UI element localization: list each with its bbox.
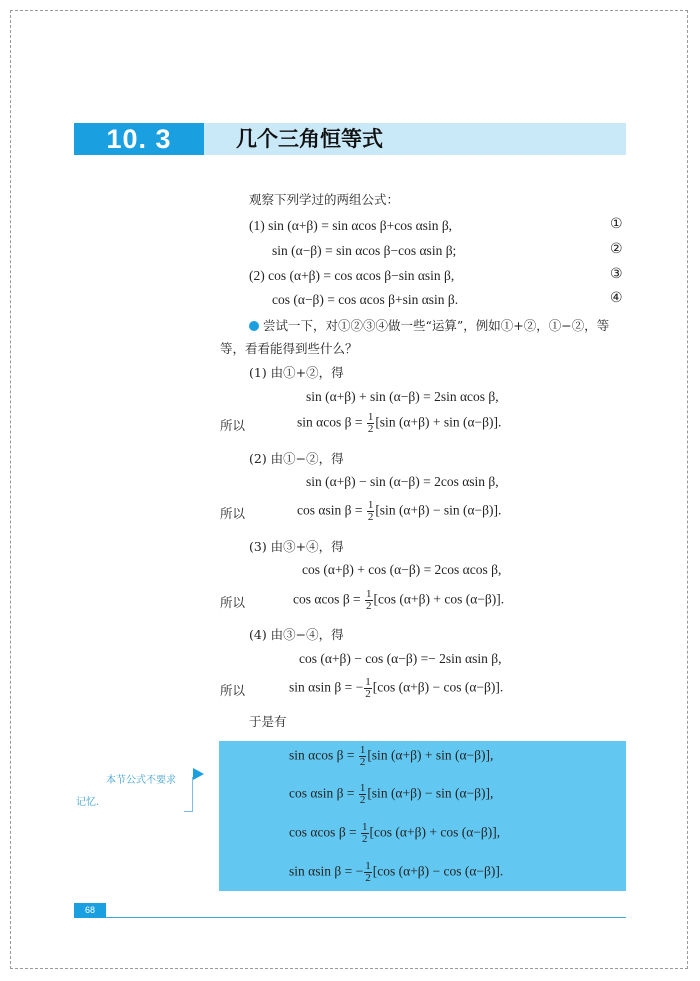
note-bracket — [192, 777, 193, 812]
fraction: $\frac{1}{2}$ — [366, 588, 372, 612]
step-3-derived: cos (α+β) + cos (α−β) = 2cos αcos β, — [302, 562, 502, 577]
formula-tag-4: ④ — [610, 290, 623, 306]
section-title: 几个三角恒等式 — [236, 127, 383, 151]
step-3-result: cos αcos β = $\frac{1}{2}$ [cos (α+β) + cos (α−β)]. — [293, 588, 505, 612]
prompt-line-2: 等，看看能得到些什么？ — [220, 341, 358, 356]
footer-rule — [106, 917, 626, 918]
step-2-result: cos αsin β = $\frac{1}{2}$ [sin (α+β) − sin (α−β)]. — [297, 499, 502, 523]
fraction: $\frac{1}{2}$ — [367, 499, 374, 523]
section-header — [74, 123, 626, 155]
formula-1: (1) sin (α+β) = sin αcos β+cos αsin β, — [249, 218, 453, 233]
fraction: $\frac{1}{2}$ — [365, 676, 371, 700]
summary-formula-3: cos αcos β = $\frac{1}{2}$ [cos (α+β) + cos (α−β)], — [289, 821, 501, 845]
step-2-heading: (2) 由①−②，得 — [249, 451, 344, 466]
bullet-dot-icon — [249, 321, 259, 331]
margin-note: 本节公式不要求 记忆. — [76, 775, 176, 808]
summary-formula-2: cos αsin β = $\frac{1}{2}$ [sin (α+β) − sin (α−β)], — [289, 782, 494, 806]
step-4-derived: cos (α+β) − cos (α−β) =− 2sin αsin β, — [299, 651, 502, 666]
intro-text: 观察下列学过的两组公式： — [249, 192, 400, 207]
step-3-so: 所以 — [220, 595, 246, 610]
step-4-result: sin αsin β = − $\frac{1}{2}$ [cos (α+β) − cos (α−β)]. — [289, 676, 504, 700]
formula-2: sin (α−β) = sin αcos β−cos αsin β; — [272, 243, 457, 258]
formula-tag-2: ② — [610, 241, 623, 257]
prompt-line-1: 尝试一下，对①②③④做一些“运算”，例如①+②，①−②，等 — [249, 317, 609, 335]
step-1-result: sin αcos β = $\frac{1}{2}$ [sin (α+β) + sin (α−β)]. — [297, 411, 502, 435]
fraction: $\frac{1}{2}$ — [359, 744, 366, 768]
step-1-derived: sin (α+β) + sin (α−β) = 2sin αcos β, — [306, 389, 499, 404]
page-number: 68 — [74, 903, 106, 918]
conclusion-text: 于是有 — [249, 714, 287, 729]
formula-3: (2) cos (α+β) = cos αcos β−sin αsin β, — [249, 268, 455, 283]
fraction: $\frac{1}{2}$ — [367, 411, 374, 435]
step-4-so: 所以 — [220, 683, 246, 698]
fraction: $\frac{1}{2}$ — [365, 860, 371, 884]
note-bracket-foot — [184, 811, 193, 812]
formula-tag-3: ③ — [610, 266, 623, 282]
step-1-so: 所以 — [220, 418, 246, 433]
flag-icon — [193, 768, 204, 780]
step-2-so: 所以 — [220, 506, 246, 521]
fraction: $\frac{1}{2}$ — [359, 782, 366, 806]
step-1-heading: (1) 由①+②，得 — [249, 365, 344, 380]
fraction: $\frac{1}{2}$ — [362, 821, 368, 845]
formula-tag-1: ① — [610, 216, 623, 232]
step-4-heading: (4) 由③−④，得 — [249, 627, 344, 642]
step-3-heading: (3) 由③+④，得 — [249, 539, 344, 554]
formula-4: cos (α−β) = cos αcos β+sin αsin β. — [272, 292, 459, 307]
summary-formula-1: sin αcos β = $\frac{1}{2}$ [sin (α+β) + sin (α−β)], — [289, 744, 494, 768]
step-2-derived: sin (α+β) − sin (α−β) = 2cos αsin β, — [306, 474, 499, 489]
summary-formula-4: sin αsin β = − $\frac{1}{2}$ [cos (α+β) − cos (α−β)]. — [289, 860, 504, 884]
section-number: 10. 3 — [74, 123, 204, 155]
